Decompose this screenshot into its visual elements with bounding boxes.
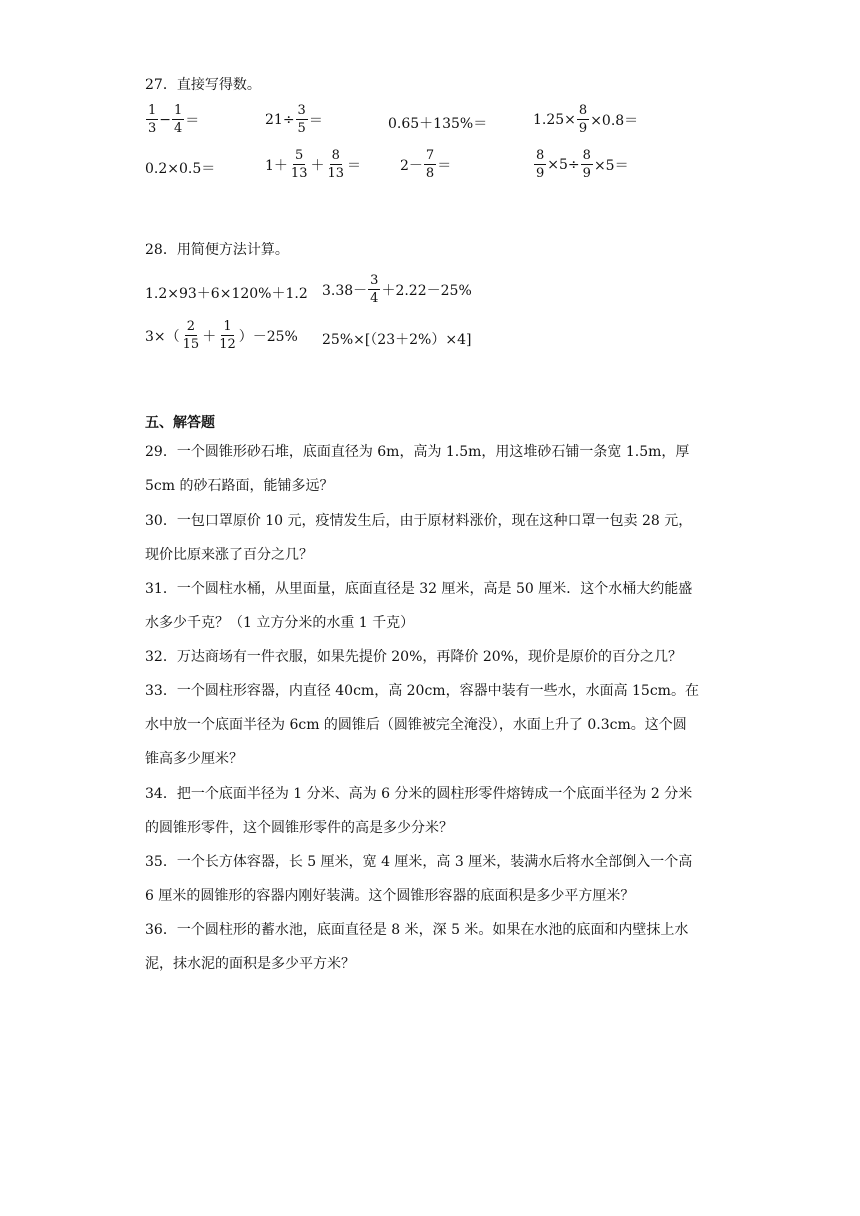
q27-expr-1: $\frac{1}{3}$ − $\frac{1}{4}$ ＝ xyxy=(148,103,200,136)
problem-31: 31．一个圆柱水桶，从里面量，底面直径是 32 厘米，高是 50 厘米．这个水桶大约能盛 水多少千克？（1 立方分米的水重 1 千克） xyxy=(145,581,693,631)
q27-title: 27．直接写得数。 xyxy=(145,77,261,93)
problem-30: 30．一包口罩原价 10 元，疫情发生后，由于原材料涨价，现在这种口罩一包卖 28 元， 现价比原来涨了百分之几？ xyxy=(145,513,693,563)
section-heading: 五、解答题 xyxy=(145,415,215,431)
q28-title: 28．用简便方法计算。 xyxy=(145,242,289,258)
problem-33: 33．一个圆柱形容器，内直径 40cm，高 20cm，容器中装有一些水，水面高 15cm。在 水中放一个底面半径为 6cm 的圆锥后（圆锥被完全淹没），水面上升了 0.3cm。这个圆 锥高多少厘米？ xyxy=(145,683,699,767)
q28-expr-3: 3×（ $\frac{2}{15}$ ＋ $\frac{1}{12}$ ）－25% xyxy=(145,319,298,352)
problem-34: 34．把一个底面半径为 1 分米、高为 6 分米的圆柱形零件熔铸成一个底面半径为 2 分米 的圆锥形零件，这个圆锥形零件的高是多少分米？ xyxy=(145,786,693,836)
fraction: $\frac{1}{4}$ xyxy=(174,103,183,136)
fraction: $\frac{5}{13}$ xyxy=(290,148,308,181)
fraction: $\frac{8}{9}$ xyxy=(536,148,545,181)
q28-expr-2: 3.38－ $\frac{3}{4}$ ＋2.22－25% xyxy=(322,273,472,306)
problem-36: 36．一个圆柱形的蓄水池，底面直径是 8 米，深 5 米。如果在水池的底面和内壁抹上水 泥，抹水泥的面积是多少平方米？ xyxy=(145,922,689,972)
fraction: $\frac{1}{12}$ xyxy=(219,319,236,352)
fraction: $\frac{1}{3}$ xyxy=(148,103,157,136)
fraction: $\frac{3}{4}$ xyxy=(370,273,379,306)
fraction: $\frac{7}{8}$ xyxy=(425,148,435,181)
q27-expr-7: 2－ $\frac{7}{8}$ ＝ xyxy=(400,148,452,181)
q27-expr-5: 0.2×0.5＝ xyxy=(145,161,216,177)
fraction: $\frac{8}{13}$ xyxy=(327,148,345,181)
problem-32: 32．万达商场有一件衣服，如果先提价 20%，再降价 20%，现价是原价的百分之几？ xyxy=(145,649,682,665)
fraction: $\frac{8}{9}$ xyxy=(578,103,588,136)
problem-29: 29．一个圆锥形砂石堆，底面直径为 6m，高为 1.5m，用这堆砂石铺一条宽 1.5m，厚 5cm 的砂石路面，能铺多远？ xyxy=(145,444,690,494)
q27-expr-2: 21÷ $\frac{3}{5}$ ＝ xyxy=(265,103,323,136)
fraction: $\frac{3}{5}$ xyxy=(297,103,306,136)
fraction: $\frac{8}{9}$ xyxy=(582,148,591,181)
q28-expr-4: 25%×[（23＋2%）×4] xyxy=(322,332,472,348)
problem-35: 35．一个长方体容器，长 5 厘米，宽 4 厘米，高 3 厘米，装满水后将水全部倒入一个高 6 厘米的圆锥形的容器内刚好装满。这个圆锥形容器的底面积是多少平方厘米？ xyxy=(145,854,693,904)
q27-expr-3: 0.65＋135%＝ xyxy=(388,116,488,132)
q28-expr-1: 1.2×93＋6×120%＋1.2 xyxy=(145,286,308,302)
q27-expr-6: 1＋ $\frac{5}{13}$ ＋ $\frac{8}{13}$ ＝ xyxy=(265,148,362,181)
q27-expr-8: $\frac{8}{9}$ ×5÷ $\frac{8}{9}$ ×5＝ xyxy=(536,148,629,181)
fraction: $\frac{2}{15}$ xyxy=(182,319,200,352)
q27-expr-4: 1.25× $\frac{8}{9}$ ×0.8＝ xyxy=(533,103,639,136)
